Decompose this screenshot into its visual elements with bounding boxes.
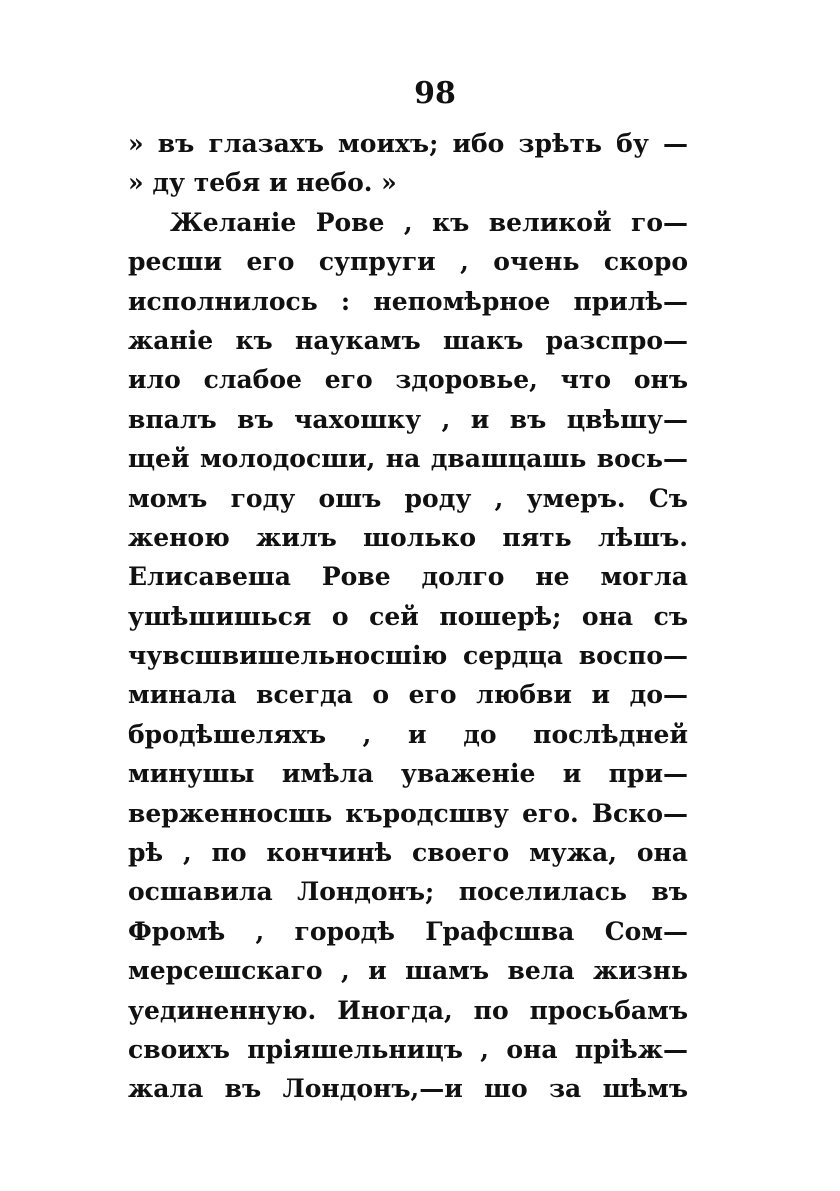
- text-line: мерсешскаго , и шамъ вела жизнь: [128, 956, 688, 986]
- text-line: своихъ пріяшельницъ , она пріѣж—: [128, 1034, 688, 1064]
- text-line: жаніе къ наукамъ шакъ разспро—: [128, 325, 688, 355]
- text-line: рѣ , по кончинѣ своего мужа, она: [128, 838, 688, 868]
- text-line: уединенную. Иногда, по просьбамъ: [128, 995, 688, 1025]
- text-line: Желаніе Рове , къ великой го—: [170, 207, 688, 237]
- text-line: щей молодосши, на двашцашь вось—: [128, 444, 688, 474]
- text-line: ило слабое его здоровье, что онъ: [128, 365, 688, 395]
- text-line: Фромѣ , городѣ Графсшва Сом—: [128, 916, 688, 946]
- body-text: [128, 124, 688, 1109]
- text-line: минушы имѣла уваженіе и при—: [128, 759, 688, 789]
- text-line: чувсшвишельносшію сердца воспо—: [128, 641, 688, 671]
- text-line: исполнилось : непомѣрное прилѣ—: [128, 286, 688, 316]
- text-line: Елисавеша Рове долго не могла: [128, 562, 688, 592]
- text-line: ресши его супруги , очень скоро: [128, 247, 688, 277]
- text-line: верженносшь къродсшву его. Вско—: [128, 798, 688, 828]
- text-line: » ду тебя и небо. »: [128, 168, 397, 198]
- text-line: осшавила Лондонъ; поселилась въ: [128, 877, 688, 907]
- text-line: бродѣшеляхъ , и до послѣдней: [128, 719, 688, 749]
- text-line: впалъ въ чахошку , и въ цвѣшу—: [128, 404, 688, 434]
- text-line: жала въ Лондонъ,—и шо за шѣмъ: [128, 1074, 688, 1104]
- text-line: » въ глазахъ моихъ; ибо зрѣть бу —: [128, 129, 688, 158]
- text-line: ушѣшишься о сей пошерѣ; она съ: [128, 601, 688, 631]
- page-number: 98: [414, 76, 456, 111]
- text-line: минала всегда о его любви и до—: [128, 680, 688, 710]
- text-line: момъ году ошъ роду , умеръ. Съ: [128, 483, 688, 513]
- text-line: женою жилъ шолько пять лѣшъ.: [128, 522, 688, 552]
